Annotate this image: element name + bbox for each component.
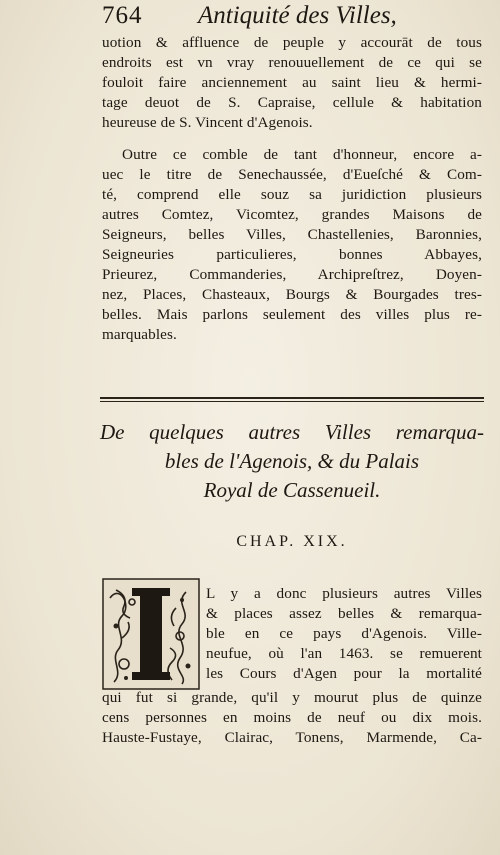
paragraph-1: [102, 33, 482, 133]
text-line: L y a donc plusieurs autres Villes: [206, 585, 482, 602]
text-line: uotion & affluence de peuple y accourāt de tous: [102, 34, 482, 51]
text-line: fouloit faire anciennement au saint lieu & hermi-: [102, 74, 482, 91]
heading-line: bles de l'Agenois, & du Palais: [164, 449, 420, 473]
text-line: Seigneuries particulieres, bonnes Abbayes,: [102, 246, 482, 263]
text-line: ble en ce pays d'Agenois. Ville-: [206, 625, 482, 642]
paragraph-2: [102, 145, 482, 345]
text-line: & places assez belles & remarqua-: [206, 605, 482, 622]
section-rule: [100, 397, 484, 399]
text-line: endroits est vn vray renouuellement de ce qui se: [102, 54, 482, 71]
page-number: 764: [102, 2, 143, 29]
running-title: Antiquité des Villes,: [198, 2, 397, 29]
section-rule-thin: [100, 401, 484, 402]
heading-line: De quelques autres Villes remarqua-: [100, 420, 484, 444]
text-line: nez, Places, Chasteaux, Bourgs & Bourgades tres-: [102, 286, 482, 303]
text-line: tage deuot de S. Capraise, cellule & habitation: [102, 94, 482, 111]
text-line: belles. Mais parlons seulement des villes plus re-: [102, 306, 482, 323]
heading-line: Royal de Cassenueil.: [203, 478, 381, 502]
text-line: Outre ce comble de tant d'honneur, encore a-: [122, 146, 482, 163]
text-line: uec le titre de Senechaussée, d'Eueſché & Com-: [102, 166, 482, 183]
text-line: heureuse de S. Vincent d'Agenois.: [102, 114, 313, 131]
text-line: qui fut si grande, qu'il y mourut plus de quinze: [102, 689, 482, 706]
ornamental-initial-icon: [102, 578, 200, 690]
text-line: Seigneurs, belles Villes, Chastellenies, Baronnies,: [102, 226, 482, 243]
text-line: marquables.: [102, 326, 177, 343]
drop-cap-initial: [102, 578, 200, 690]
text-line: Hauste-Fustaye, Clairac, Tonens, Marmende, Ca-: [102, 729, 482, 746]
text-line: Prieurez, Commanderies, Archipreſtrez, Doyen-: [102, 266, 482, 283]
text-line: autres Comtez, Vicomtez, grandes Maisons de: [102, 206, 482, 223]
paragraph-3-continued: [102, 688, 482, 748]
text-line: les Cours d'Agen pour la mortalité: [206, 665, 482, 682]
running-header: [102, 2, 482, 34]
text-line: neufue, où l'an 1463. se remuerent: [206, 645, 482, 662]
text-line: té, comprend elle souz sa juridiction plusieurs: [102, 186, 482, 203]
section-heading: [100, 418, 484, 505]
paragraph-3-beside-initial: [206, 584, 482, 684]
text-line: cens personnes en moins de neuf ou dix mois.: [102, 709, 482, 726]
chapter-label: CHAP. XIX.: [236, 533, 348, 550]
